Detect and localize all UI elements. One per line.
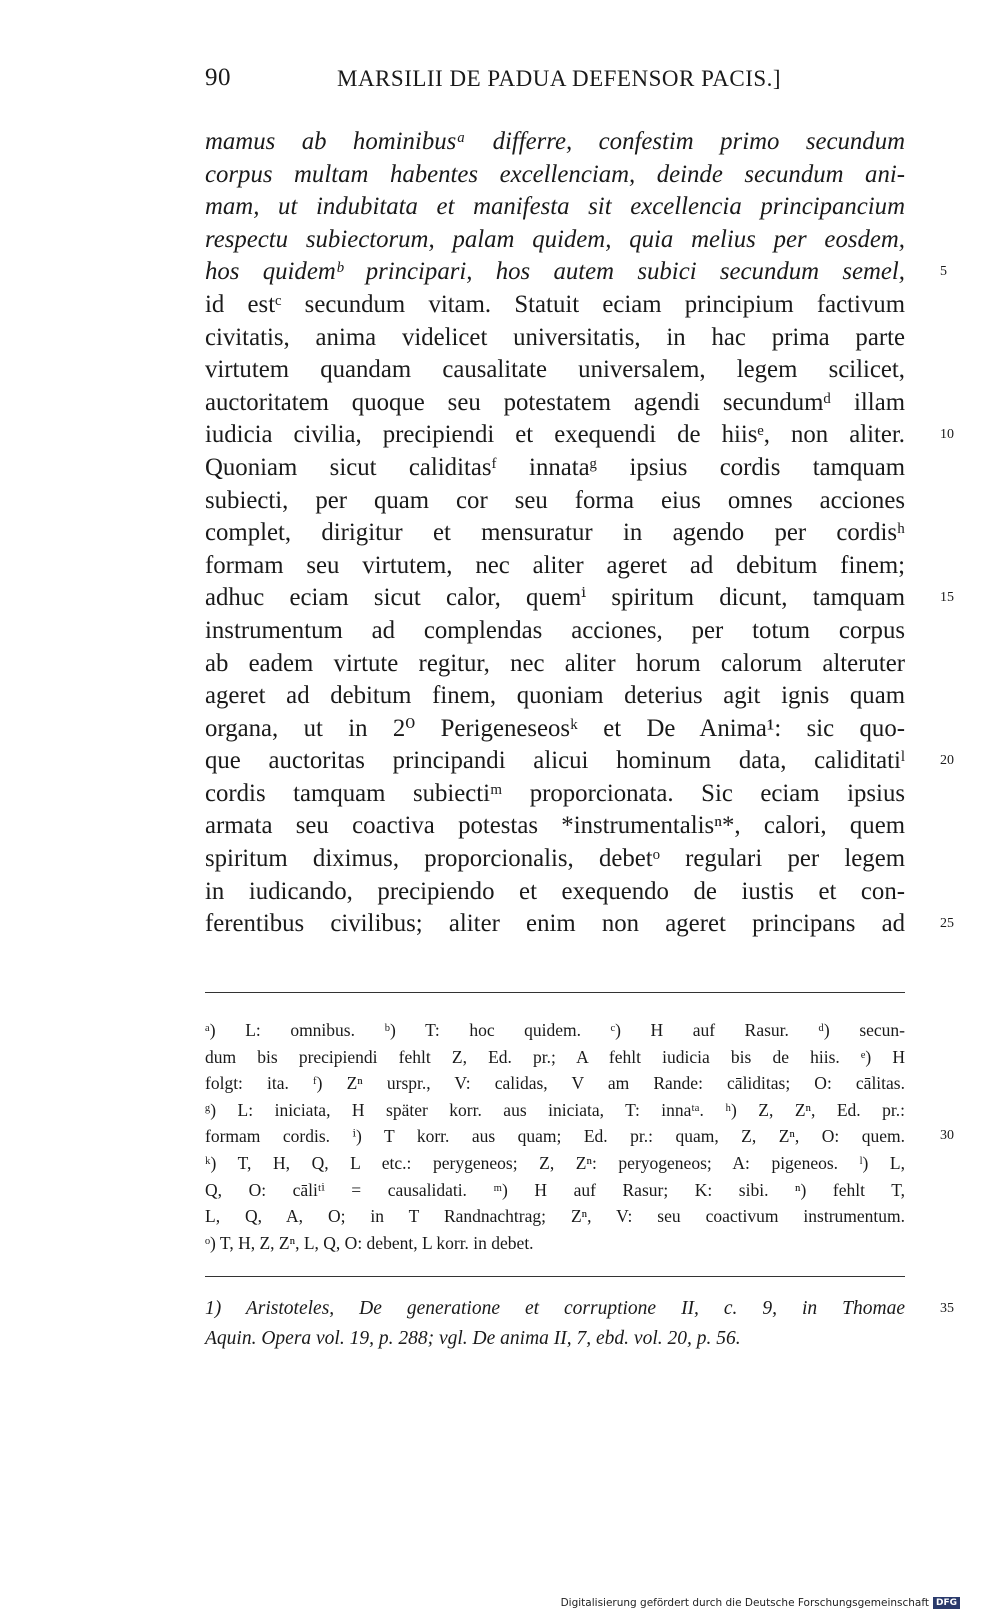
apparatus-line: L, Q, A, O; in T Randnachtrag; Zⁿ, V: seu coactivum instrumentum.: [205, 1206, 905, 1227]
text-line: civitatis, anima videlicet universitatis, in hac prima parte: [205, 323, 905, 351]
reference-line: Aquin. Opera vol. 19, p. 288; vgl. De anima II, 7, ebd. vol. 20, p. 56.: [205, 1328, 741, 1349]
apparatus-line: Q, O: cāliᵗⁱ = causalidati. ᵐ) H auf Rasur; K: sibi. ⁿ) fehlt T,: [205, 1179, 905, 1200]
apparatus-line: ᵒ) T, H, Z, Zⁿ, L, Q, O: debent, L korr. in debet.: [205, 1232, 534, 1253]
text-line: que auctoritas principandi alicui hominum data, caliditatiˡ 20: [205, 745, 905, 778]
line-number: 20: [940, 753, 954, 769]
apparatus-line: folgt: ita. ᶠ) Zⁿ urspr., V: calidas, V am Rande: cāliditas; O: cālitas.: [205, 1073, 905, 1094]
credit-text: Digitalisierung gefördert durch die Deutsche Forschungsgemeinschaft: [560, 1597, 929, 1609]
apparatus-line: dum bis precipiendi fehlt Z, Ed. pr.; A fehlt iudicia bis de hiis. ᵉ) H: [205, 1046, 905, 1067]
text-line: in iudicando, precipiendo et exequendo de iustis et con-: [205, 877, 905, 905]
text-line: complet, dirigitur et mensuratur in agendo per cordisʰ: [205, 519, 905, 547]
text-line: formam seu virtutem, nec aliter ageret ad debitum finem;: [205, 551, 905, 579]
text-line: organa, ut in 2⁰ Perigeneseosᵏ et De Anima¹: sic quo-: [205, 714, 905, 742]
text-line: corpus multam habentes excellenciam, deinde secundum ani-: [205, 160, 905, 188]
line-number: 25: [940, 916, 954, 932]
line-number: 30: [940, 1128, 954, 1144]
line-number: 10: [940, 427, 954, 443]
text-line: Quoniam sicut caliditasᶠ innataᵍ ipsius cordis tamquam: [205, 453, 905, 481]
dfg-logo: DFG: [933, 1597, 960, 1609]
text-line: subiecti, per quam cor seu forma eius omnes acciones: [205, 486, 905, 514]
text-line: mamus ab hominibusᵃ differre, confestim primo secundum: [205, 128, 905, 155]
reference-line: 1) Aristoteles, De generatione et corruptione II, c. 9, in Thomae 35: [205, 1294, 905, 1324]
reference-divider: [205, 1276, 905, 1277]
text-line: mam, ut indubitata et manifesta sit excellencia principancium: [205, 193, 905, 221]
text-line: spiritum diximus, proporcionalis, debetᵒ regulari per legem: [205, 845, 905, 873]
text-line: armata seu coactiva potestas *instrumentalisⁿ*, calori, quem: [205, 812, 905, 840]
running-title: MARSILII DE PADUA DEFENSOR PACIS.]: [337, 66, 782, 91]
text-line: ageret ad debitum finem, quoniam deterius agit ignis quam: [205, 682, 905, 710]
text-line: ferentibus civilibus; aliter enim non ageret principans ad 25: [205, 908, 905, 941]
line-number: 15: [940, 590, 954, 606]
reference-notes: [205, 1294, 954, 1354]
apparatus-divider: [205, 992, 905, 993]
digitization-credit: [561, 1597, 960, 1609]
text-line: respectu subiectorum, palam quidem, quia melius per eosdem,: [205, 225, 905, 253]
line-number: 5: [940, 264, 947, 280]
text-line: instrumentum ad complendas acciones, per totum corpus: [205, 616, 905, 644]
apparatus-line: ᵏ) T, H, Q, L etc.: perygeneos; Z, Zⁿ: peryogeneos; A: pigeneos. ˡ) L,: [205, 1152, 905, 1173]
text-line: cordis tamquam subiectiᵐ proporcionata. Sic eciam ipsius: [205, 779, 905, 807]
text-line: iudicia civilia, precipiendi et exequendi de hiisᵉ, non aliter. 10: [205, 419, 905, 452]
text-line: hos quidemᵇ principari, hos autem subici secundum semel, 5: [205, 256, 905, 289]
text-line: id estᶜ secundum vitam. Statuit eciam principium factivum: [205, 290, 905, 318]
page-number: 90: [205, 64, 231, 91]
apparatus-line: ᵃ) L: omnibus. ᵇ) T: hoc quidem. ᶜ) H auf Rasur. ᵈ) secun-: [205, 1020, 905, 1040]
main-text: [205, 126, 954, 941]
text-line: adhuc eciam sicut calor, quemⁱ spiritum dicunt, tamquam 15: [205, 582, 905, 615]
text-line: ab eadem virtute regitur, nec aliter horum calorum alteruter: [205, 649, 905, 677]
apparatus-line: formam cordis. ⁱ) T korr. aus quam; Ed. pr.: quam, Z, Zⁿ, O: quem. 30: [205, 1123, 905, 1150]
text-line: virtutem quandam causalitate universalem, legem scilicet,: [205, 356, 905, 384]
apparatus-line: ᵍ) L: iniciata, H später korr. aus iniciata, T: innaᵗᵃ. ʰ) Z, Zⁿ, Ed. pr.:: [205, 1099, 905, 1120]
line-number: 35: [940, 1301, 954, 1316]
text-line: auctoritatem quoque seu potestatem agendi secundumᵈ illam: [205, 388, 905, 416]
critical-apparatus: [205, 1017, 954, 1256]
